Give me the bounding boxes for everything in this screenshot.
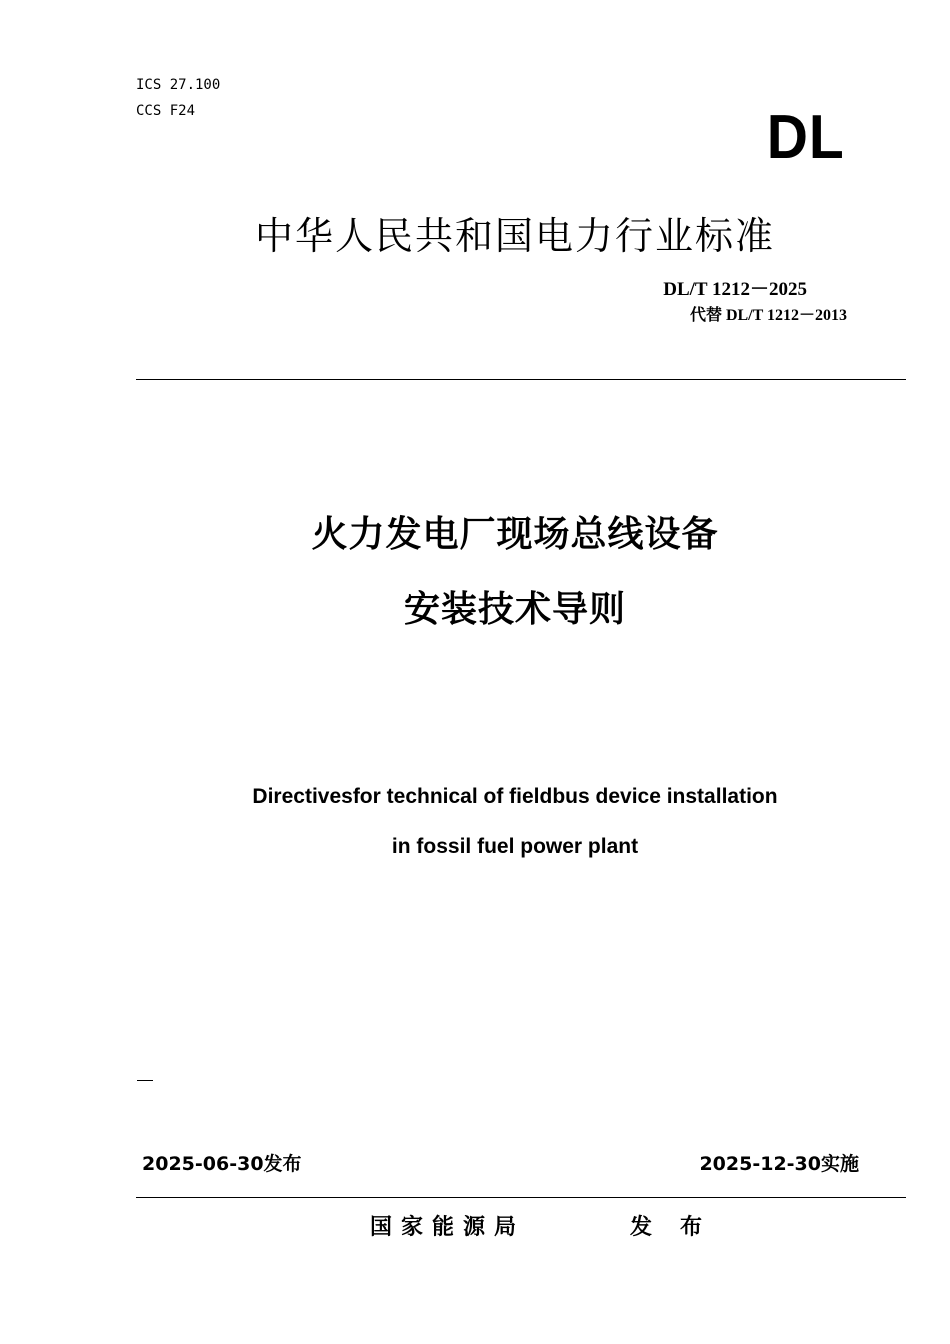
ics-code: ICS 27.100 [136, 77, 221, 93]
chinese-title-line-1: 火力发电厂现场总线设备 [311, 514, 719, 555]
dl-logo: DL [767, 103, 845, 172]
org-title: 中华人民共和国电力行业标准 [254, 214, 775, 258]
bottom-divider [136, 1197, 906, 1198]
chinese-title-line-2: 安装技术导则 [403, 589, 626, 630]
dash-mark [137, 1080, 153, 1081]
replaces-standard: 代替 DL/T 1212－2013 [689, 307, 847, 324]
top-divider [136, 379, 906, 380]
english-title-line-1: Directivesfor technical of fieldbus device installation [252, 785, 778, 808]
english-title-line-2: in fossil fuel power plant [391, 835, 639, 858]
ccs-code: CCS F24 [136, 103, 196, 119]
implementation-date: 2025-12-30实施 [699, 1153, 859, 1175]
issuing-authority: 国家能源局 [370, 1215, 526, 1240]
standard-number: DL/T 1212－2025 [663, 279, 807, 300]
publish-label: 发布 [630, 1215, 731, 1240]
issue-date: 2025-06-30发布 [142, 1153, 302, 1175]
